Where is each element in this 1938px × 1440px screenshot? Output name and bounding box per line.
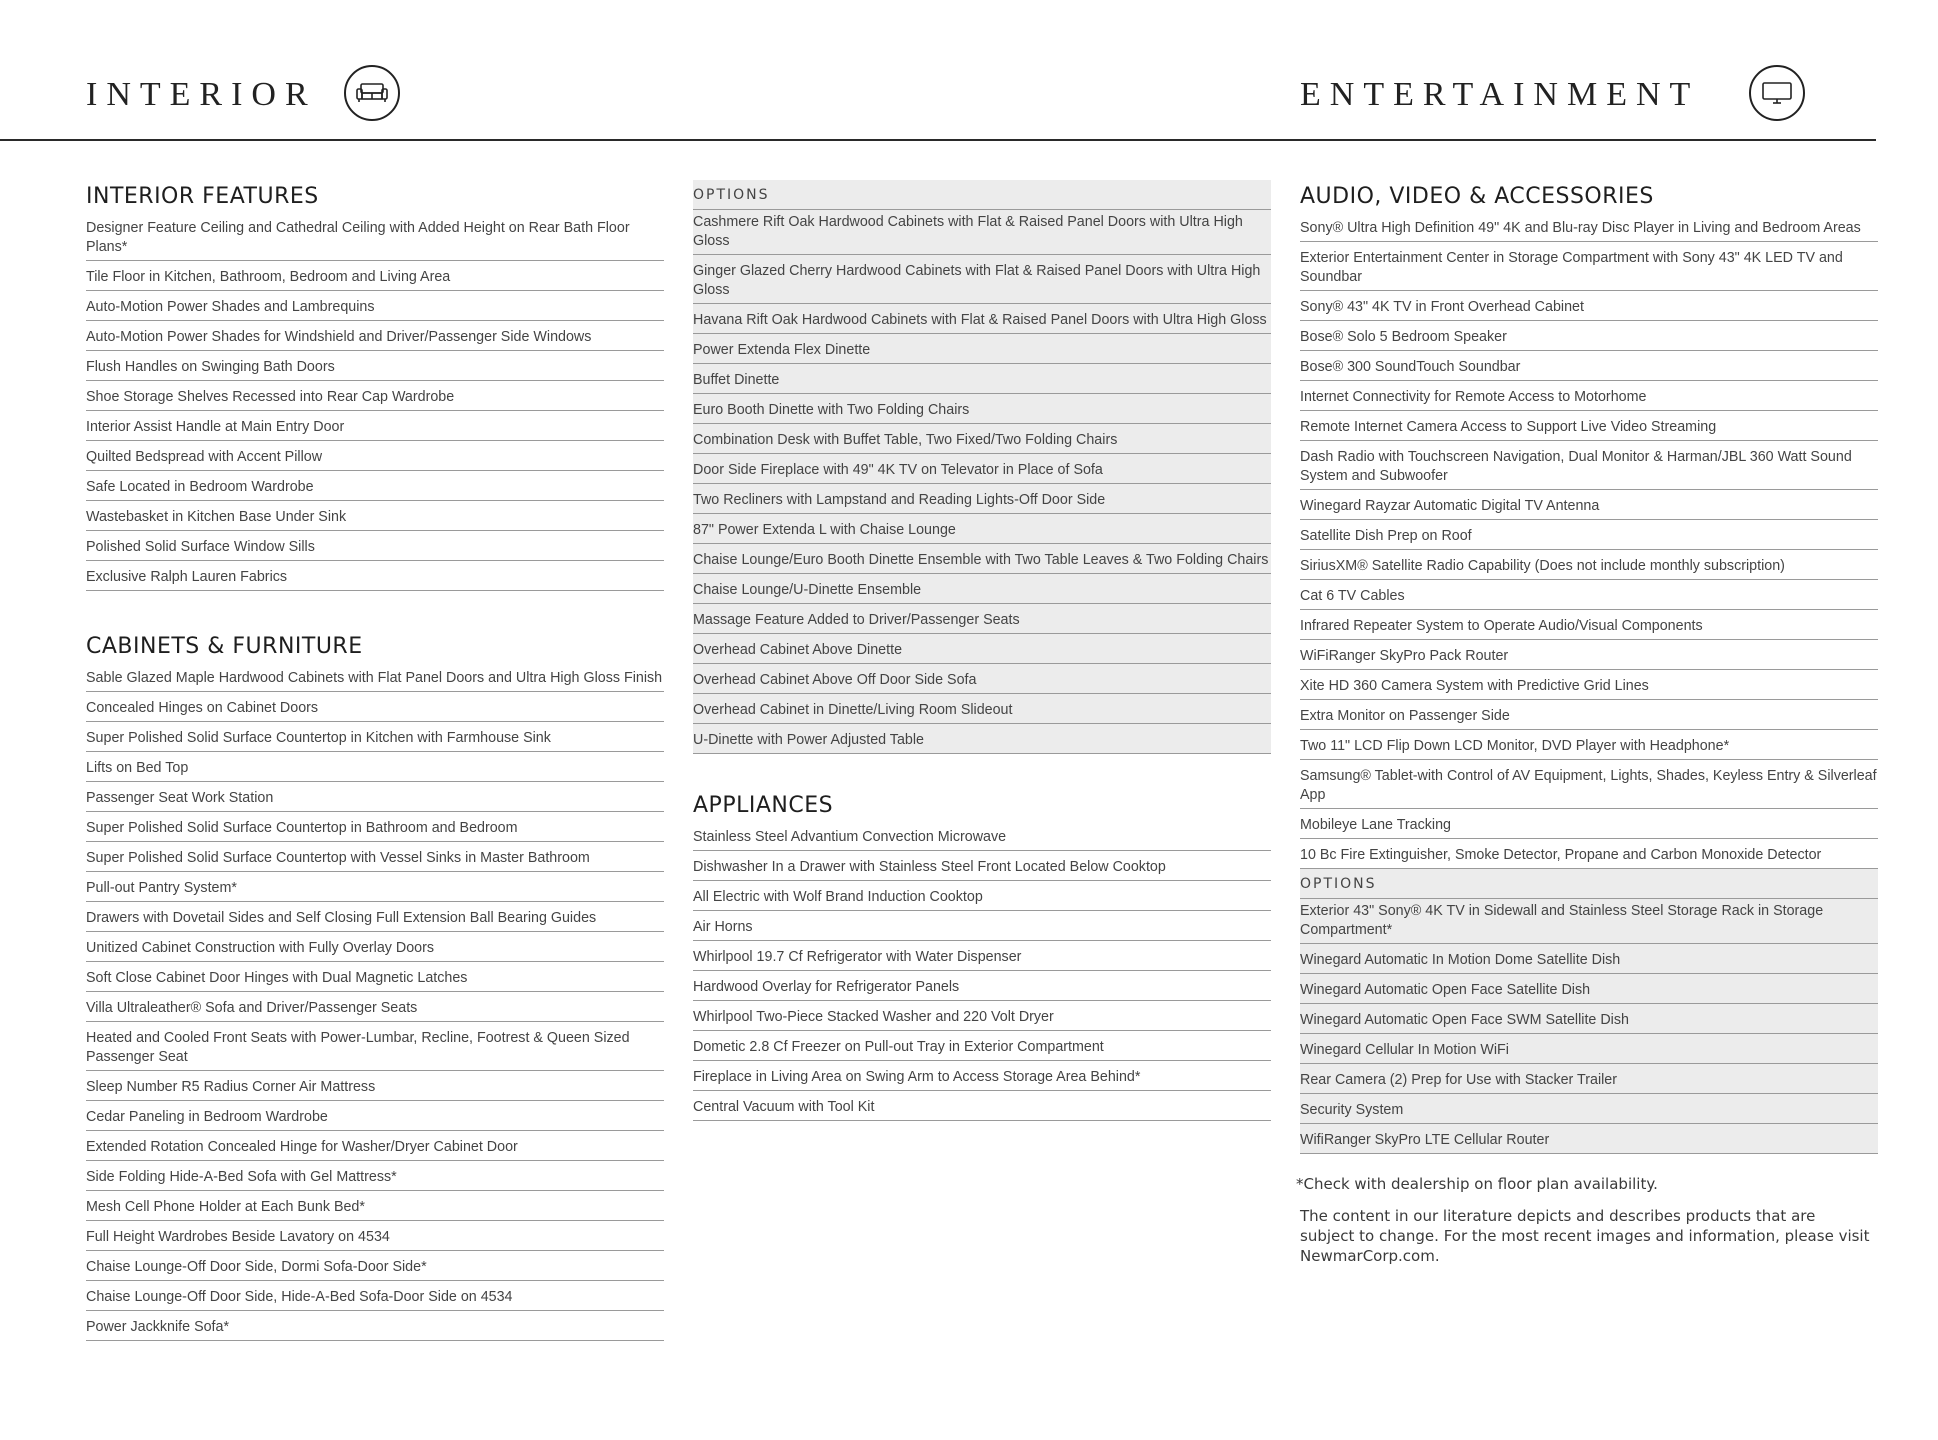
list-item: Quilted Bedspread with Accent Pillow — [86, 441, 664, 471]
list-item: Overhead Cabinet Above Dinette — [693, 634, 1271, 664]
list-item: Cat 6 TV Cables — [1300, 580, 1878, 610]
list-item: Infrared Repeater System to Operate Audio/Visual Components — [1300, 610, 1878, 640]
list-item: Whirlpool Two-Piece Stacked Washer and 220 Volt Dryer — [693, 1001, 1271, 1031]
list-item: U-Dinette with Power Adjusted Table — [693, 724, 1271, 754]
list-item: Dometic 2.8 Cf Freezer on Pull-out Tray in Exterior Compartment — [693, 1031, 1271, 1061]
list-item: Winegard Rayzar Automatic Digital TV Antenna — [1300, 490, 1878, 520]
cabinets-furniture-section — [86, 633, 664, 1341]
column-right — [1296, 183, 1878, 1266]
list-item: Wastebasket in Kitchen Base Under Sink — [86, 501, 664, 531]
list-item: Xite HD 360 Camera System with Predictive Grid Lines — [1300, 670, 1878, 700]
cabinets-options-section — [693, 180, 1271, 754]
column-middle — [693, 180, 1271, 1121]
list-item: 87" Power Extenda L with Chaise Lounge — [693, 514, 1271, 544]
list-item: Cedar Paneling in Bedroom Wardrobe — [86, 1101, 664, 1131]
list-item: SiriusXM® Satellite Radio Capability (Does not include monthly subscription) — [1300, 550, 1878, 580]
list-item: Buffet Dinette — [693, 364, 1271, 394]
list-item: Combination Desk with Buffet Table, Two Fixed/Two Folding Chairs — [693, 424, 1271, 454]
list-item: Villa Ultraleather® Sofa and Driver/Passenger Seats — [86, 992, 664, 1022]
list-item: Auto-Motion Power Shades for Windshield and Driver/Passenger Side Windows — [86, 321, 664, 351]
list-item: Mesh Cell Phone Holder at Each Bunk Bed* — [86, 1191, 664, 1221]
list-item: Bose® Solo 5 Bedroom Speaker — [1300, 321, 1878, 351]
list-item: Polished Solid Surface Window Sills — [86, 531, 664, 561]
sofa-icon — [344, 65, 400, 121]
list-item: 10 Bc Fire Extinguisher, Smoke Detector, Propane and Carbon Monoxide Detector — [1300, 839, 1878, 869]
list-item: WiFiRanger SkyPro Pack Router — [1300, 640, 1878, 670]
list-item: Concealed Hinges on Cabinet Doors — [86, 692, 664, 722]
list-item: Internet Connectivity for Remote Access to Motorhome — [1300, 381, 1878, 411]
list-item: Sleep Number R5 Radius Corner Air Mattress — [86, 1071, 664, 1101]
options-heading: OPTIONS — [1300, 869, 1878, 899]
list-item: Sony® 43" 4K TV in Front Overhead Cabinet — [1300, 291, 1878, 321]
section-title: CABINETS & FURNITURE — [86, 634, 363, 659]
header-divider — [0, 139, 1876, 141]
audio-options-list — [1300, 899, 1878, 1154]
list-item: All Electric with Wolf Brand Induction Cooktop — [693, 881, 1271, 911]
list-item: Extended Rotation Concealed Hinge for Washer/Dryer Cabinet Door — [86, 1131, 664, 1161]
list-item: WifiRanger SkyPro LTE Cellular Router — [1300, 1124, 1878, 1154]
list-item: Extra Monitor on Passenger Side — [1300, 700, 1878, 730]
list-item: Sable Glazed Maple Hardwood Cabinets with Flat Panel Doors and Ultra High Gloss Finish — [86, 666, 664, 692]
interior-heading: INTERIOR — [86, 76, 317, 113]
availability-note: *Check with dealership on floor plan availability. — [1296, 1175, 1658, 1193]
list-item: Safe Located in Bedroom Wardrobe — [86, 471, 664, 501]
list-item: Bose® 300 SoundTouch Soundbar — [1300, 351, 1878, 381]
list-item: Two 11" LCD Flip Down LCD Monitor, DVD Player with Headphone* — [1300, 730, 1878, 760]
list-item: Massage Feature Added to Driver/Passenger Seats — [693, 604, 1271, 634]
section-title: APPLIANCES — [693, 793, 834, 818]
list-item: Overhead Cabinet Above Off Door Side Sofa — [693, 664, 1271, 694]
list-item: Power Extenda Flex Dinette — [693, 334, 1271, 364]
entertainment-heading: ENTERTAINMENT — [1300, 76, 1700, 113]
column-left — [86, 183, 664, 1341]
list-item: Euro Booth Dinette with Two Folding Chairs — [693, 394, 1271, 424]
list-item: Tile Floor in Kitchen, Bathroom, Bedroom and Living Area — [86, 261, 664, 291]
appliances-section — [693, 792, 1271, 1121]
list-item: Satellite Dish Prep on Roof — [1300, 520, 1878, 550]
disclaimer-note: The content in our literature depicts and describes products that are subject to change. For the most recent images and information, please visit NewmarCorp.com. — [1300, 1207, 1870, 1265]
list-item: Fireplace in Living Area on Swing Arm to Access Storage Area Behind* — [693, 1061, 1271, 1091]
list-item: Heated and Cooled Front Seats with Power-Lumbar, Recline, Footrest & Queen Sized Passenger Seat — [86, 1022, 664, 1071]
list-item: Chaise Lounge-Off Door Side, Dormi Sofa-Door Side* — [86, 1251, 664, 1281]
audio-video-section — [1300, 183, 1878, 869]
list-item: Security System — [1300, 1094, 1878, 1124]
list-item: Havana Rift Oak Hardwood Cabinets with Flat & Raised Panel Doors with Ultra High Gloss — [693, 304, 1271, 334]
list-item: Remote Internet Camera Access to Support Live Video Streaming — [1300, 411, 1878, 441]
audio-video-list — [1300, 216, 1878, 869]
list-item: Drawers with Dovetail Sides and Self Closing Full Extension Ball Bearing Guides — [86, 902, 664, 932]
list-item: Passenger Seat Work Station — [86, 782, 664, 812]
list-item: Door Side Fireplace with 49" 4K TV on Televator in Place of Sofa — [693, 454, 1271, 484]
list-item: Soft Close Cabinet Door Hinges with Dual Magnetic Latches — [86, 962, 664, 992]
list-item: Super Polished Solid Surface Countertop in Kitchen with Farmhouse Sink — [86, 722, 664, 752]
list-item: Sony® Ultra High Definition 49" 4K and Blu-ray Disc Player in Living and Bedroom Areas — [1300, 216, 1878, 242]
list-item: Hardwood Overlay for Refrigerator Panels — [693, 971, 1271, 1001]
tv-icon — [1749, 65, 1805, 121]
section-title: AUDIO, VIDEO & ACCESSORIES — [1300, 184, 1654, 209]
options-heading: OPTIONS — [693, 180, 1271, 210]
list-item: Two Recliners with Lampstand and Reading Lights-Off Door Side — [693, 484, 1271, 514]
list-item: Chaise Lounge/Euro Booth Dinette Ensemble with Two Table Leaves & Two Folding Chairs — [693, 544, 1271, 574]
list-item: Full Height Wardrobes Beside Lavatory on 4534 — [86, 1221, 664, 1251]
list-item: Samsung® Tablet-with Control of AV Equipment, Lights, Shades, Keyless Entry & Silverleaf App — [1300, 760, 1878, 809]
appliances-list — [693, 825, 1271, 1121]
list-item: Central Vacuum with Tool Kit — [693, 1091, 1271, 1121]
list-item: Pull-out Pantry System* — [86, 872, 664, 902]
cabinets-options-list — [693, 210, 1271, 754]
list-item: Dash Radio with Touchscreen Navigation, Dual Monitor & Harman/JBL 360 Watt Sound System and Subwoofer — [1300, 441, 1878, 490]
list-item: Designer Feature Ceiling and Cathedral Ceiling with Added Height on Rear Bath Floor Plans* — [86, 216, 664, 261]
list-item: Cashmere Rift Oak Hardwood Cabinets with Flat & Raised Panel Doors with Ultra High Gloss — [693, 210, 1271, 255]
list-item: Super Polished Solid Surface Countertop in Bathroom and Bedroom — [86, 812, 664, 842]
list-item: Shoe Storage Shelves Recessed into Rear Cap Wardrobe — [86, 381, 664, 411]
list-item: Stainless Steel Advantium Convection Microwave — [693, 825, 1271, 851]
list-item: Dishwasher In a Drawer with Stainless Steel Front Located Below Cooktop — [693, 851, 1271, 881]
list-item: Super Polished Solid Surface Countertop with Vessel Sinks in Master Bathroom — [86, 842, 664, 872]
list-item: Winegard Automatic In Motion Dome Satellite Dish — [1300, 944, 1878, 974]
list-item: Overhead Cabinet in Dinette/Living Room Slideout — [693, 694, 1271, 724]
list-item: Exterior Entertainment Center in Storage Compartment with Sony 43" 4K LED TV and Soundbar — [1300, 242, 1878, 291]
list-item: Interior Assist Handle at Main Entry Door — [86, 411, 664, 441]
list-item: Unitized Cabinet Construction with Fully Overlay Doors — [86, 932, 664, 962]
section-title: INTERIOR FEATURES — [86, 184, 319, 209]
list-item: Winegard Automatic Open Face SWM Satellite Dish — [1300, 1004, 1878, 1034]
list-item: Chaise Lounge/U-Dinette Ensemble — [693, 574, 1271, 604]
interior-features-list — [86, 216, 664, 591]
list-item: Whirlpool 19.7 Cf Refrigerator with Water Dispenser — [693, 941, 1271, 971]
list-item: Exclusive Ralph Lauren Fabrics — [86, 561, 664, 591]
list-item: Air Horns — [693, 911, 1271, 941]
list-item: Flush Handles on Swinging Bath Doors — [86, 351, 664, 381]
list-item: Mobileye Lane Tracking — [1300, 809, 1878, 839]
cabinets-furniture-list — [86, 666, 664, 1341]
list-item: Lifts on Bed Top — [86, 752, 664, 782]
list-item: Exterior 43" Sony® 4K TV in Sidewall and Stainless Steel Storage Rack in Storage Compartment* — [1300, 899, 1878, 944]
audio-options-section — [1300, 869, 1878, 1154]
list-item: Rear Camera (2) Prep for Use with Stacker Trailer — [1300, 1064, 1878, 1094]
list-item: Auto-Motion Power Shades and Lambrequins — [86, 291, 664, 321]
list-item: Chaise Lounge-Off Door Side, Hide-A-Bed Sofa-Door Side on 4534 — [86, 1281, 664, 1311]
list-item: Ginger Glazed Cherry Hardwood Cabinets with Flat & Raised Panel Doors with Ultra High Gloss — [693, 255, 1271, 304]
list-item: Power Jackknife Sofa* — [86, 1311, 664, 1341]
list-item: Winegard Automatic Open Face Satellite Dish — [1300, 974, 1878, 1004]
list-item: Winegard Cellular In Motion WiFi — [1300, 1034, 1878, 1064]
list-item: Side Folding Hide-A-Bed Sofa with Gel Mattress* — [86, 1161, 664, 1191]
interior-features-section — [86, 183, 664, 591]
